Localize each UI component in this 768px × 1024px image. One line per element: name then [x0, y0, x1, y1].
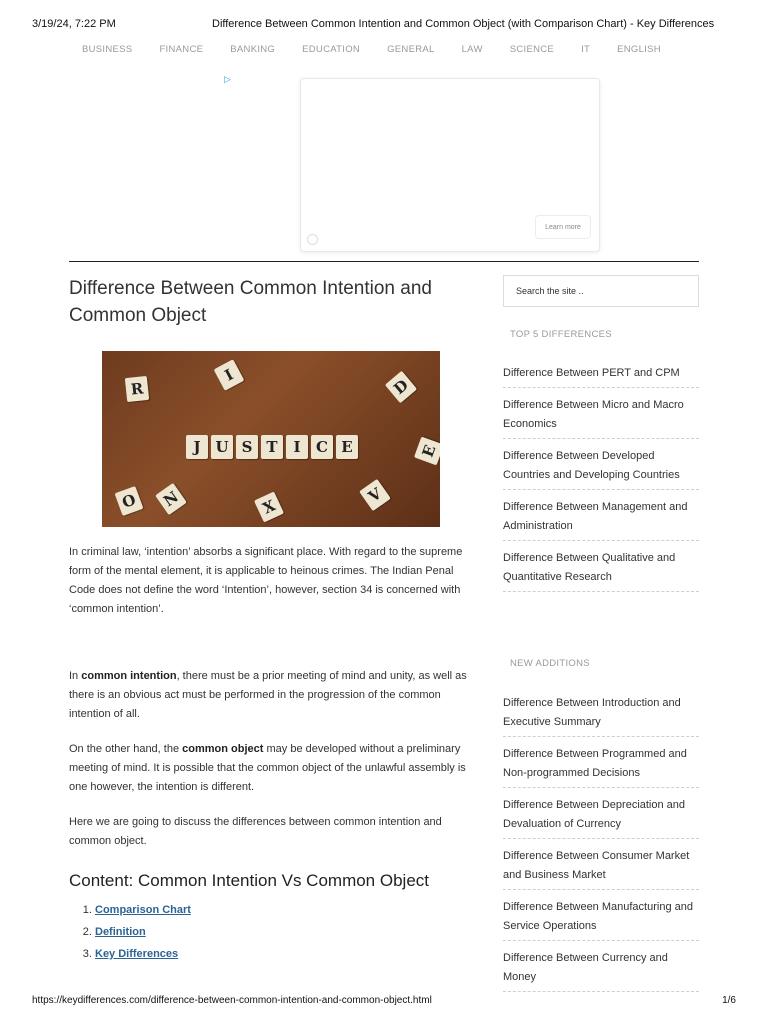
tile-letter: X: [254, 491, 284, 522]
nav-item-finance[interactable]: FINANCE: [159, 44, 204, 55]
new-additions-heading: NEW ADDITIONS: [510, 658, 590, 669]
adchoices-icon[interactable]: ▷: [224, 74, 231, 84]
search-box: [503, 275, 699, 307]
print-page-title: Difference Between Common Intention and Common Object (with Comparison Chart) - Key Differences: [212, 18, 715, 30]
new-addition-link[interactable]: Difference Between Introduction and Executive Summary: [503, 697, 681, 728]
tile-letter: E: [336, 435, 358, 459]
toc-item: [95, 921, 471, 943]
nav-item-it[interactable]: IT: [581, 44, 591, 55]
nav-item-education[interactable]: EDUCATION: [302, 44, 361, 55]
nav-item-general[interactable]: GENERAL: [387, 44, 435, 55]
text-run: On the other hand, the: [69, 743, 183, 755]
tile-letter: R: [125, 376, 149, 402]
search-input[interactable]: [514, 285, 688, 297]
toc-item: [95, 899, 471, 921]
table-of-contents: [69, 899, 471, 965]
list-item: [503, 690, 699, 737]
top5-link[interactable]: Difference Between Micro and Macro Economics: [503, 399, 684, 430]
learn-more-button[interactable]: Learn more: [535, 215, 591, 239]
tile-letter: I: [286, 435, 308, 459]
list-item: [503, 792, 699, 839]
article-image: [102, 351, 440, 527]
nav-item-science[interactable]: SCIENCE: [509, 44, 555, 55]
common-intention-paragraph: [69, 667, 471, 724]
tile-letter: D: [385, 371, 417, 404]
list-item: [503, 443, 699, 490]
page-number: 1/6: [722, 995, 736, 1006]
header-divider: [69, 261, 699, 262]
intro-paragraph: In criminal law, ‘intention’ absorbs a significant place. With regard to the supreme form of the mental element, it is applicable to heinous crimes. The Indian Penal Code does not define the word ‘Intention’, however, section 34 is concerned with ‘common intention’.: [69, 546, 463, 615]
tile-letter: S: [236, 435, 258, 459]
tile-letter: N: [155, 483, 187, 515]
sidebar: [503, 275, 699, 983]
print-footer: [32, 995, 736, 1009]
bold-term: common intention: [81, 670, 177, 682]
top5-link[interactable]: Difference Between PERT and CPM: [503, 367, 680, 379]
bold-term: common object: [182, 743, 264, 755]
tile-letter: I: [214, 359, 245, 391]
text-run: , there must be a prior meeting of mind and unity, as well as there is an obvious act must be performed in the progression of the common intention of all.: [69, 670, 467, 720]
print-datetime: 3/19/24, 7:22 PM: [32, 18, 116, 30]
nav-item-law[interactable]: LAW: [461, 44, 483, 55]
new-addition-link[interactable]: Difference Between Programmed and Non-programmed Decisions: [503, 748, 687, 779]
text-run: In: [69, 670, 82, 682]
content-heading: Content: Common Intention Vs Common Object: [69, 871, 429, 890]
toc-link-comparison-chart[interactable]: Comparison Chart: [95, 904, 191, 916]
toc-item: [95, 943, 471, 965]
nav-item-business[interactable]: BUSINESS: [82, 44, 133, 55]
article: [69, 275, 471, 965]
toc-link-definition[interactable]: Definition: [95, 926, 146, 938]
top5-link[interactable]: Difference Between Qualitative and Quantitative Research: [503, 552, 676, 583]
tile-letter: E: [414, 437, 440, 466]
list-item: [503, 945, 699, 992]
list-item: [503, 894, 699, 941]
common-object-paragraph: [69, 740, 471, 797]
list-item: [503, 741, 699, 788]
tile-letter: V: [359, 479, 391, 511]
new-addition-link[interactable]: Difference Between Depreciation and Devaluation of Currency: [503, 799, 686, 830]
advertisement[interactable]: [300, 78, 600, 252]
ad-info-icon[interactable]: [307, 234, 318, 245]
top5-list: [503, 360, 699, 592]
tile-letter: U: [211, 435, 233, 459]
new-additions-list: [503, 690, 699, 996]
tile-letter: C: [311, 435, 333, 459]
print-header: [32, 18, 736, 32]
top5-link[interactable]: Difference Between Developed Countries and Developing Countries: [503, 450, 680, 481]
list-item: [503, 494, 699, 541]
list-item: [503, 392, 699, 439]
nav-item-banking[interactable]: BANKING: [230, 44, 276, 55]
new-addition-link[interactable]: Difference Between Manufacturing and Service Operations: [503, 901, 693, 932]
tile-letter: J: [186, 435, 208, 459]
page-title: Difference Between Common Intention and Common Object: [69, 278, 432, 326]
list-item: [503, 360, 699, 388]
top5-link[interactable]: Difference Between Management and Administration: [503, 501, 688, 532]
nav-item-english[interactable]: ENGLISH: [617, 44, 661, 55]
list-item: [503, 843, 699, 890]
new-addition-link[interactable]: Difference Between Consumer Market and Business Market: [503, 850, 690, 881]
tile-letter: O: [115, 486, 144, 516]
new-addition-link[interactable]: Difference Between Currency and Money: [503, 952, 668, 983]
toc-link-key-differences[interactable]: Key Differences: [95, 948, 179, 960]
discussion-paragraph: Here we are going to discuss the differences between common intention and common object.: [69, 816, 442, 847]
list-item: [503, 545, 699, 592]
top5-heading: TOP 5 DIFFERENCES: [510, 329, 612, 340]
tile-letter: T: [261, 435, 283, 459]
print-url: https://keydifferences.com/difference-between-common-intention-and-common-object.html: [32, 995, 432, 1006]
text-run: may be developed without a preliminary meeting of mind. It is possible that the common object of the unlawful assembly is one however, the intention is different.: [69, 743, 466, 793]
category-nav: [82, 44, 688, 58]
